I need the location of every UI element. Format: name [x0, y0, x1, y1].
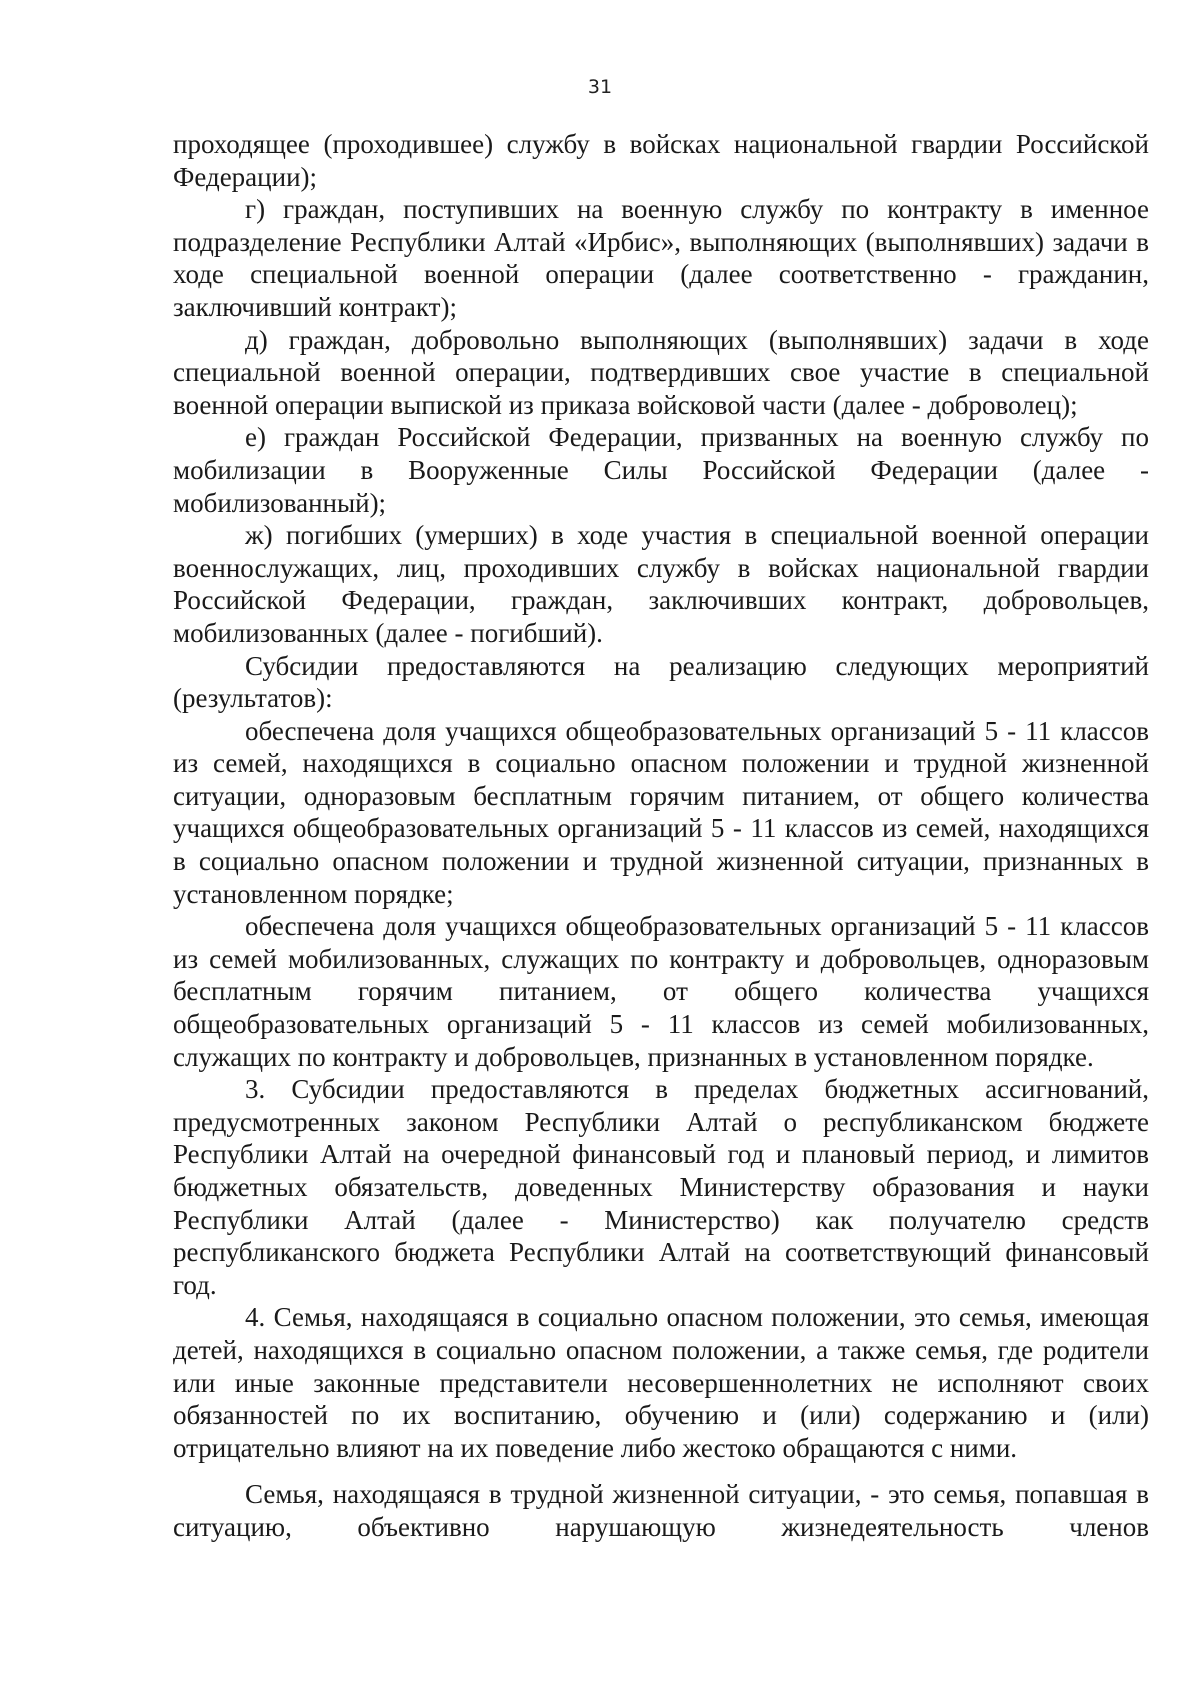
paragraph-continuation: проходящее (проходившее) службу в войсках национальной гвардии Российской Федерации);	[173, 129, 1149, 192]
paragraph-clause-3: 3. Субсидии предоставляются в пределах бюджетных ассигнований, предусмотренных законом Республики Алтай о республиканском бюджете Республики Алтай на очередной финансовый год и плановый период, и лимитов бюджетных обязательств, доведенных Министерству образования и науки Республики Алтай (далее - Министерство) как получателю средств республиканского бюджета Республики Алтай на соответствующий финансовый год.	[173, 1074, 1149, 1300]
paragraph-item-e: е) граждан Российской Федерации, призванных на военную службу по мобилизации в Вооруженные Силы Российской Федерации (далее - мобилизованный);	[173, 422, 1149, 518]
paragraph-subsidies-measures: Субсидии предоставляются на реализацию следующих мероприятий (результатов):	[173, 650, 1149, 714]
document-body	[173, 128, 1149, 1544]
paragraph-item-zh: ж) погибших (умерших) в ходе участия в специальной военной операции военнослужащих, лиц, проходивших службу в войсках национальной гвардии Российской Федерации, граждан, заключивших контракт, добровольцев, мобилизованных (далее - погибший).	[173, 520, 1149, 648]
paragraph-difficult-situation: Семья, находящаяся в трудной жизненной ситуации, - это семья, попавшая в ситуацию, объективно нарушающую жизнедеятельность членов	[173, 1479, 1149, 1542]
page-number: 31	[587, 76, 613, 98]
paragraph-result-2: обеспечена доля учащихся общеобразовательных организаций 5 - 11 классов из семей мобилизованных, служащих по контракту и добровольцев, одноразовым бесплатным горячим питанием, от общего количества учащихся общеобразовательных организаций 5 - 11 классов из семей мобилизованных, служащих по контракту и добровольцев, признанных в установленном порядке.	[173, 911, 1149, 1072]
paragraph-clause-4: 4. Семья, находящаяся в социально опасном положении, это семья, имеющая детей, находящихся в социально опасном положении, а также семья, где родители или иные законные представители несовершеннолетних не исполняют своих обязанностей по их воспитанию, обучению и (или) содержанию и (или) отрицательно влияют на их поведение либо жестоко обращаются с ними.	[173, 1302, 1149, 1463]
paragraph-item-g: г) граждан, поступивших на военную службу по контракту в именное подразделение Республики Алтай «Ирбис», выполняющих (выполнявших) задачи в ходе специальной военной операции (далее соответственно - гражданин, заключивший контракт);	[173, 194, 1149, 322]
paragraph-item-d: д) граждан, добровольно выполняющих (выполнявших) задачи в ходе специальной военной операции, подтвердивших свое участие в специальной военной операции выпиской из приказа войсковой части (далее - доброволец);	[173, 324, 1149, 420]
paragraph-result-1: обеспечена доля учащихся общеобразовательных организаций 5 - 11 классов из семей, находящихся в социально опасном положении и трудной жизненной ситуации, одноразовым бесплатным горячим питанием, от общего количества учащихся общеобразовательных организаций 5 - 11 классов из семей, находящихся в социально опасном положении и трудной жизненной ситуации, признанных в установленном порядке;	[173, 715, 1149, 909]
